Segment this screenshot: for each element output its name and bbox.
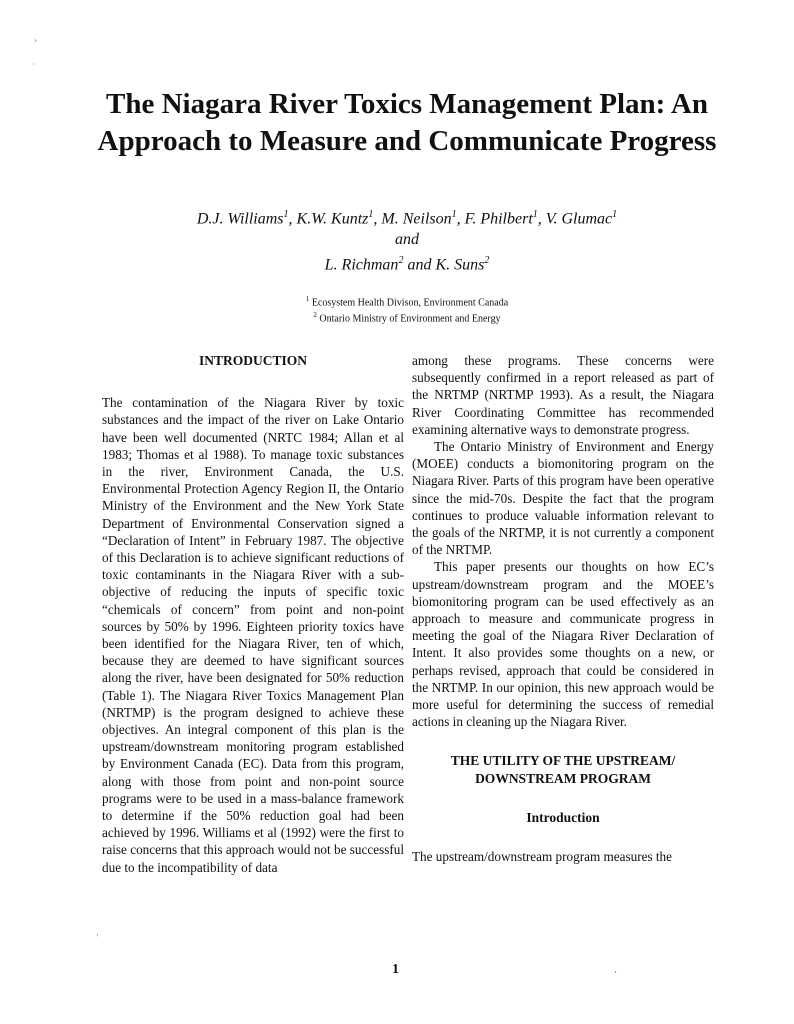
left-column	[102, 352, 404, 876]
scan-speck: ›	[34, 35, 37, 45]
author-name: D.J. Williams	[196, 210, 284, 228]
author-block	[60, 204, 754, 276]
affiliation-mark: 1	[283, 209, 289, 220]
intro-paragraph: The contamination of the Niagara River by toxic substances and the impact of the river on Lake Ontario have been well documented (NRTC 1984; Allan et al 1983; Thomas et al 1988). To manage toxic substances in the river, Environment Canada, the U.S. Environmental Protection Agency Region II, the Ontario Ministry of the Environment and the New York State Department of Environmental Conservation signed a “Declaration of Intent” in February 1987. The objective of this Declaration is to achieve significant reductions of toxic contaminants in the Niagara River with a sub-objective of reducing the inputs of specific toxic “chemicals of concern” from point and non-point sources by 50% by 1996. Eighteen priority toxics have been identified for the Niagara River, ten of which, because they are deemed to have significant sources along the river, have been designated for 50% reduction (Table 1). The Niagara River Toxics Management Plan (NRTMP) is the program designed to achieve these objectives. An integral component of this plan is the upstream/downstream monitoring program established by Environment Canada (EC). Data from this program, along with those from point and non-point source programs were to be used in a mass-balance framework to determine if the 50% reduction goal had been achieved by 1996. Williams et al (1992) were the first to raise concerns that this approach would not be successful due to the incompatibility of data	[102, 395, 404, 875]
affiliation-mark: 1	[451, 209, 457, 220]
affiliation-mark: 1	[612, 209, 618, 220]
author-name: K.W. Kuntz	[296, 210, 369, 228]
right-column	[412, 352, 714, 865]
affiliations	[60, 293, 754, 326]
author-name: V. Glumac	[545, 210, 613, 228]
affiliation-mark: 2	[398, 255, 404, 267]
paragraph: The upstream/downstream program measures the	[412, 849, 673, 865]
paragraph: The Ontario Ministry of Environment and Energy (MOEE) conducts a biomonitoring program on the Niagara River. Parts of this program have been operative since the mid-70s. Despite the fact that the program continues to produce valuable information relevant to the goals of the NRTMP, it is not currently a component of the NRTMP.	[412, 439, 714, 558]
scan-speck: ·	[614, 967, 617, 977]
subsection-heading: Introduction	[526, 809, 600, 825]
affiliation-mark: 2	[484, 255, 490, 267]
paragraph: among these programs. These concerns were subsequently confirmed in a report released as part of the NRTMP (NRTMP 1993). As a result, the Niagara River Coordinating Committee has recommended examining alternative ways to demonstrate progress.	[412, 353, 714, 437]
author-list-secondary: L. Richman$^2$ and K. Suns$^2$	[324, 255, 490, 274]
paper-title: The Niagara River Toxics Management Plan: An Approach to Measure and Communicate Progress	[97, 88, 717, 157]
page-number: 1	[392, 962, 399, 977]
section-heading: THE UTILITY OF THE UPSTREAM/ DOWNSTREAM PROGRAM	[450, 753, 676, 786]
scan-speck: ·	[32, 59, 35, 69]
scan-speck: ‚	[96, 927, 99, 937]
author-name: M. Neilson	[381, 210, 452, 228]
author-list-primary: D.J. Williams$^1$, K.W. Kuntz$^1$, M. Neilson$^1$, F. Philbert$^1$, V. Glumac$^1$	[196, 209, 618, 228]
author-name: L. Richman	[324, 256, 399, 274]
author-name: K. Suns	[435, 256, 485, 274]
author-name: F. Philbert	[464, 210, 533, 228]
affiliation-1: $^1$ Ecosystem Health Divison, Environment Canada	[305, 295, 509, 309]
paragraph: This paper presents our thoughts on how EC’s upstream/downstream program and the MOEE’s biomonitoring program can be used effectively as an approach to measure and communicate progress in meeting the goal of the Niagara River Declaration of Intent. It also provides some thoughts on a new, or perhaps revised, approach that could be considered in the NRTMP. In our opinion, this new approach would be more useful for determining the success of remedial actions in cleaning up the Niagara River.	[412, 559, 714, 730]
affiliation-mark: 1	[532, 209, 538, 220]
author-conjunction: and	[395, 231, 419, 249]
introduction-heading: INTRODUCTION	[198, 353, 307, 368]
affiliation-mark: 1	[368, 209, 374, 220]
affiliation-2: $^2$ Ontario Ministry of Environment and Energy	[313, 311, 501, 325]
